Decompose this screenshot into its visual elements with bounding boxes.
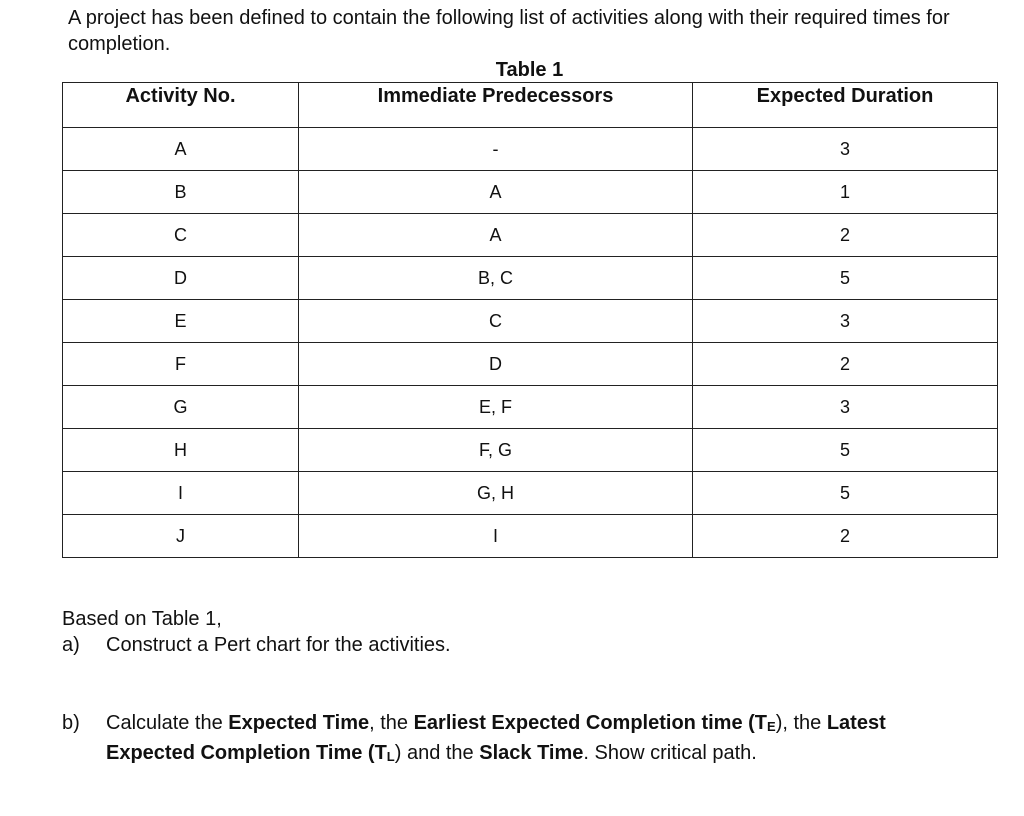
header-activity-no: Activity No.	[63, 83, 299, 128]
activity-cell: H	[63, 429, 299, 472]
duration-cell: 3	[693, 128, 998, 171]
header-expected-duration: Expected Duration	[693, 83, 998, 128]
latest-time-label: Expected Completion Time (T	[106, 742, 387, 764]
predecessor-cell: I	[299, 515, 693, 558]
questions-block	[62, 606, 1002, 658]
question-b-part: . Show critical path.	[583, 742, 757, 764]
predecessor-cell: A	[299, 171, 693, 214]
slack-time-term: Slack Time	[479, 742, 584, 764]
table-row	[63, 300, 998, 343]
activity-table	[62, 82, 998, 558]
latest-time-term	[106, 742, 395, 764]
questions-lead: Based on Table 1,	[62, 608, 222, 630]
duration-cell: 5	[693, 429, 998, 472]
question-b-text	[106, 710, 1002, 770]
earliest-subscript: E	[767, 719, 776, 734]
table-row	[63, 128, 998, 171]
predecessor-cell: C	[299, 300, 693, 343]
duration-cell: 5	[693, 257, 998, 300]
duration-cell: 2	[693, 515, 998, 558]
predecessor-cell: A	[299, 214, 693, 257]
table-row	[63, 472, 998, 515]
question-a-letter: a)	[62, 634, 80, 656]
predecessor-cell: G, H	[299, 472, 693, 515]
question-a	[62, 632, 1002, 658]
table-row	[63, 257, 998, 300]
question-b-part: ) and the	[394, 742, 480, 764]
expected-time-term: Expected Time	[228, 712, 370, 734]
header-immediate-predecessors: Immediate Predecessors	[299, 83, 693, 128]
duration-cell: 2	[693, 343, 998, 386]
activity-cell: E	[63, 300, 299, 343]
duration-cell: 5	[693, 472, 998, 515]
question-b-letter: b)	[62, 712, 80, 734]
intro-paragraph: A project has been defined to contain the following list of activities along with their required times for completion.	[68, 7, 950, 55]
question-a-text: Construct a Pert chart for the activities.	[106, 634, 451, 656]
activity-cell: J	[63, 515, 299, 558]
earliest-time-label: Earliest Expected Completion time (T	[413, 712, 768, 734]
activity-cell: I	[63, 472, 299, 515]
latest-subscript: L	[386, 749, 395, 764]
activity-cell: B	[63, 171, 299, 214]
table-caption: Table 1	[495, 59, 564, 81]
question-b	[62, 710, 1002, 770]
predecessor-cell: D	[299, 343, 693, 386]
activity-cell: D	[63, 257, 299, 300]
latest-label: Latest	[826, 712, 886, 734]
table-row	[63, 515, 998, 558]
table-header-row	[63, 83, 998, 128]
duration-cell: 1	[693, 171, 998, 214]
activity-cell: G	[63, 386, 299, 429]
question-b-part: Calculate the	[106, 712, 229, 734]
table-row	[63, 171, 998, 214]
duration-cell: 3	[693, 300, 998, 343]
predecessor-cell: -	[299, 128, 693, 171]
earliest-time-term	[414, 712, 776, 734]
table-row	[63, 214, 998, 257]
table-row	[63, 429, 998, 472]
question-b-part: , the	[369, 712, 414, 734]
table-row	[63, 386, 998, 429]
predecessor-cell: E, F	[299, 386, 693, 429]
predecessor-cell: B, C	[299, 257, 693, 300]
predecessor-cell: F, G	[299, 429, 693, 472]
activity-cell: C	[63, 214, 299, 257]
duration-cell: 2	[693, 214, 998, 257]
activity-cell: A	[63, 128, 299, 171]
activity-cell: F	[63, 343, 299, 386]
table-row	[63, 343, 998, 386]
duration-cell: 3	[693, 386, 998, 429]
question-b-part: ), the	[775, 712, 827, 734]
